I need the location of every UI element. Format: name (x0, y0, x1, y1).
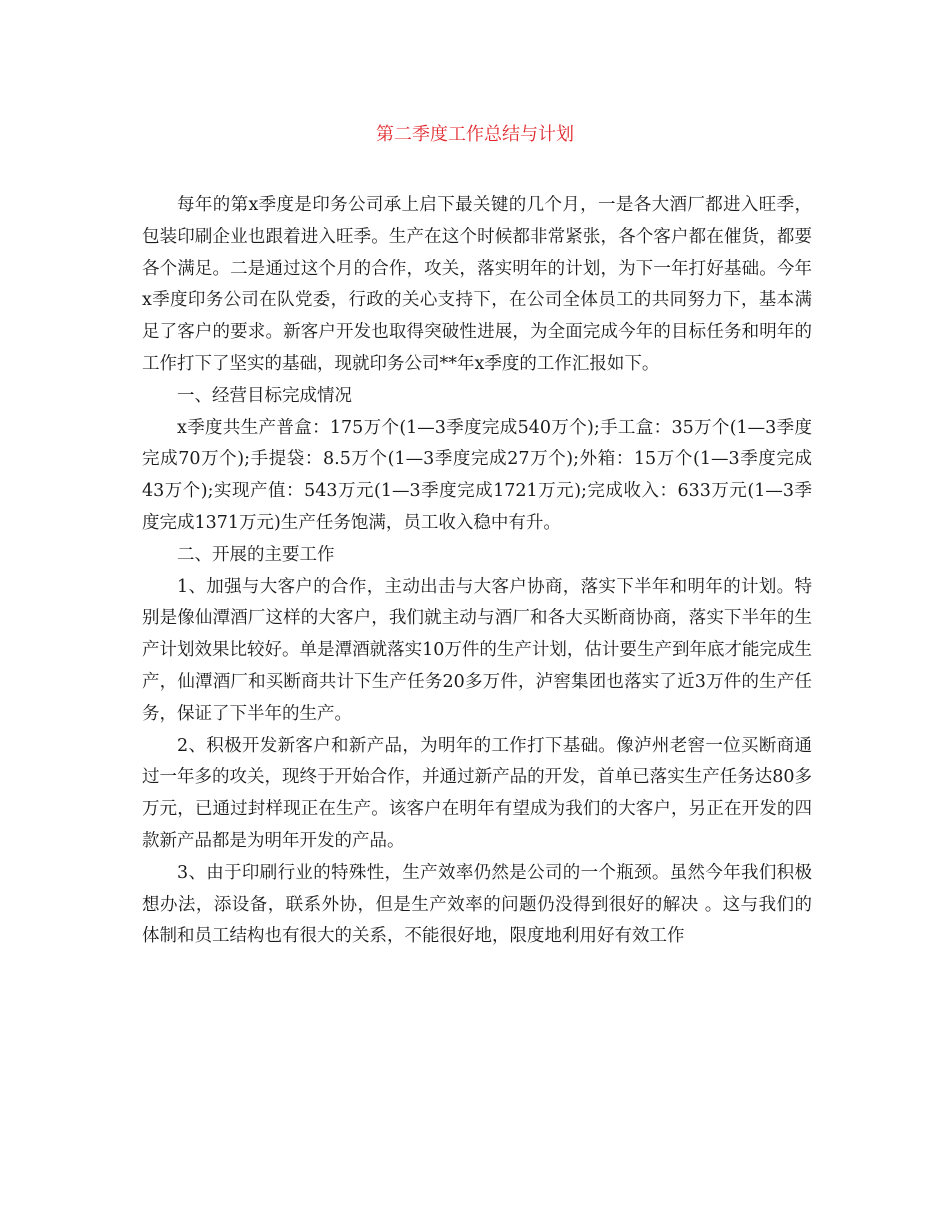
paragraph-item-3: 3、由于印刷行业的特殊性，生产效率仍然是公司的一个瓶颈。虽然今年我们积极想办法，添设备，联系外协，但是生产效率的问题仍没得到很好的解决 。这与我们的体制和员工结构也有很大的关系，不能很好地，限度地利用好有效工作 (142, 862, 812, 947)
paragraph-production-figures: x季度共生产普盒：175万个(1—3季度完成540万个);手工盒：35万个(1—3季度完成70万个);手提袋：8.5万个(1—3季度完成27万个);外箱：15万个(1—3季度完成43万个);实现产值：543万元(1—3季度完成1721万元);完成收入：633万元(1—3季度完成1371万元)生产任务饱满，员工收入稳中有升。 (142, 417, 812, 533)
document-title: 第二季度工作总结与计划 (376, 124, 574, 145)
paragraph-item-1: 1、加强与大客户的合作，主动出击与大客户协商，落实下半年和明年的计划。特别是像仙潭酒厂这样的大客户，我们就主动与酒厂和各大买断商协商，落实下半年的生产计划效果比较好。单是潭酒就落实10万件的生产计划，估计要生产到年底才能完成生产，仙潭酒厂和买断商共计下生产任务20多万件，泸窖集团也落实了近3万件的生产任务，保证了下半年的生产。 (142, 576, 812, 724)
paragraph-item-2: 2、积极开发新客户和新产品，为明年的工作打下基础。像泸州老窖一位买断商通过一年多的攻关，现终于开始合作，并通过新产品的开发，首单已落实生产任务达80多万元，已通过封样现正在生产。该客户在明年有望成为我们的大客户，另正在开发的四款新产品都是为明年开发的产品。 (142, 735, 812, 851)
heading-business-targets: 一、经营目标完成情况 (177, 385, 352, 406)
paragraph-intro: 每年的第x季度是印务公司承上启下最关键的几个月，一是各大酒厂都进入旺季，包装印刷企业也跟着进入旺季。生产在这个时候都非常紧张，各个客户都在催货，都要各个满足。二是通过这个月的合作，攻关，落实明年的计划，为下一年打好基础。今年x季度印务公司在队党委，行政的关心支持下，在公司全体员工的共同努力下，基本满足了客户的要求。新客户开发也取得突破性进展，为全面完成今年的目标任务和明年的工作打下了坚实的基础，现就印务公司**年x季度的工作汇报如下。 (142, 195, 812, 374)
document-body (142, 190, 812, 953)
heading-main-work: 二、开展的主要工作 (177, 544, 335, 565)
